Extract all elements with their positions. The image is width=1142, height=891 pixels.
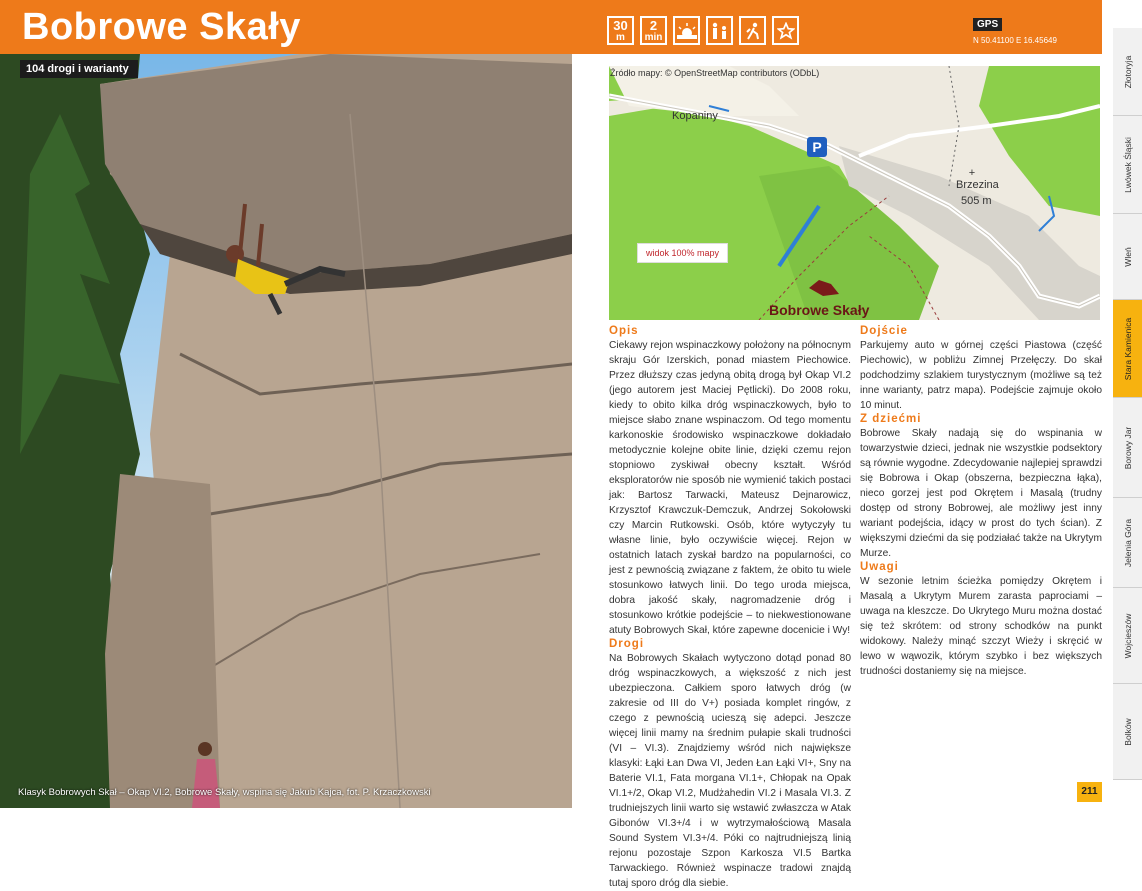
text-column-1: [609, 325, 851, 891]
section-text-uwagi: W sezonie letnim ścieżka pomiędzy Okrętem i Masalą a Ukrytym Murem zarasta paprociami – uwaga na kleszcze. Do Ukrytego Muru można dostać się też skrótem: od strony schodków na punkt widokowy. Należy minąć szczyt Wieży i skręcić w lewo w wąwozik, którym szybko i bez większych trudności dostaniemy się na miejsce.: [860, 576, 1102, 677]
map-source: Źródło mapy: © OpenStreetMap contributors (ODbL): [610, 68, 820, 78]
tab-label: Jelenia Góra: [1122, 518, 1133, 567]
tab-wlen[interactable]: [1113, 214, 1142, 300]
section-text-z-dziecmi: Bobrowe Skały nadają się do wspinania w towarzystwie dzieci, jednak nie wszystkie podsektory są równie wygodne. Zdecydowanie najlepiej sprawdzi się Bobrowa i Okap (obszerna, bezpieczna łąka), nieco gorzej jest pod Okrętem i Masalą (trudny dostęp od strony Bobrowej, ale możliwy jest inny wariant podejścia, idący w prost do tych ścian). Z większymi dziećmi da się podziałać także na Ukrytym Murze.: [860, 428, 1102, 559]
region-tabs: [1113, 28, 1142, 780]
map-village-2: Brzezina: [956, 179, 999, 191]
section-heading-z-dziecmi: Z dziećmi: [860, 413, 922, 425]
tab-label: Stara Kamienica: [1122, 317, 1133, 380]
crag-info-icons: [607, 16, 799, 45]
map-graphic: [609, 66, 1100, 320]
tab-zlotoryja[interactable]: [1113, 28, 1142, 116]
section-text-dojscie: Parkujemy auto w górnej części Piastowa (część Piechowic), w pobliżu Zimnej Przełęczy. Do skał podchodzimy szlakiem turystycznym (możliwe są też inne warianty, patrz mapa). Podejście zajmuje około 10 minut.: [860, 340, 1102, 411]
sun-exposure-icon: [673, 16, 700, 45]
map-village-1: Kopaniny: [672, 110, 718, 122]
section-heading-opis: Opis: [609, 325, 639, 337]
photo-caption: Klasyk Bobrowych Skał – Okap VI.2, Bobrowe Skały, wspina się Jakub Kajca, fot. P. Krzaczkowski: [18, 787, 431, 798]
tab-label: Borowy Jar: [1122, 426, 1133, 469]
gps-label: GPS: [973, 18, 1002, 31]
approach-time-unit: min: [644, 31, 663, 43]
section-heading-drogi: Drogi: [609, 638, 645, 650]
section-text-opis: Ciekawy rejon wspinaczkowy położony na północnym skraju Gór Izerskich, ponad miastem Piechowice. Przez dłuższy czas jedyną obitą drogą był Okap VI.2 (jego autorem jest Maciej Pętlicki). Do 2008 roku, kiedy to obito kilka dróg wspinaczkowych, było to miejsce słabo znane wspinaczom. Od tego momentu karkonoskie środowisko wspinaczkowe dokładało metodycznie kolejne obite linie, dzięki czemu rejon stopniowo zyskiwał obecny kształt. Wśród eksploratorów nie sposób nie wymienić takich postaci jak: Bartosz Tarwacki, Mateusz Dejnarowicz, Krzysztof Krawczuk-Demczuk, Andrzej Sokołowski czy Marcin Rutkowski. Osób, które wytyczyły tu własne linie, było oczywiście więcej. Rejon w ostatnich latach zyskał bardzo na popularności, co jest z pewnością związane z faktem, że obito tu wiele stosunkowo łatwych linii. Do tego uroda miejsca, dobra jakość skały, nagromadzenie dróg i stosunkowo krótkie podejście – to niekwestionowane atuty Bobrowych Skał, które zapewne docenicie i Wy!: [609, 340, 851, 636]
tab-label: Wleń: [1122, 246, 1133, 267]
tab-stara-kamienica[interactable]: [1113, 300, 1142, 398]
parking-icon: P: [812, 139, 822, 155]
map-elevation: 505 m: [961, 195, 992, 207]
hiking-icon: [739, 16, 766, 45]
page-number: 211: [1077, 782, 1102, 802]
tab-label: Wojcieszów: [1122, 613, 1133, 658]
family-icon: [706, 16, 733, 45]
height-icon: [607, 16, 634, 45]
height-value: 30: [613, 17, 628, 33]
approach-map: [609, 66, 1100, 320]
gps-info: [973, 14, 1057, 45]
map-crag-label: Bobrowe Skały: [769, 302, 870, 318]
section-heading-uwagi: Uwagi: [860, 561, 899, 573]
approach-time-value: 2: [649, 17, 658, 33]
crag-photo: [0, 54, 572, 808]
tab-wojcieszow[interactable]: [1113, 588, 1142, 684]
map-view-link[interactable]: widok 100% mapy: [637, 243, 728, 263]
page-title: Bobrowe Skały: [22, 6, 301, 48]
star-icon: [772, 16, 799, 45]
svg-text:+: +: [968, 167, 976, 179]
text-column-2: [860, 325, 1102, 679]
tab-label: Bolków: [1122, 717, 1133, 746]
tab-lwowek-slaski[interactable]: [1113, 116, 1142, 214]
tab-label: Złotoryja: [1122, 55, 1133, 88]
tab-borowy-jar[interactable]: [1113, 398, 1142, 498]
gps-coordinates: N 50.41100 E 16.45649: [973, 36, 1057, 45]
page-header: [0, 0, 1102, 54]
tab-bolkow[interactable]: [1113, 684, 1142, 780]
tab-jelenia-gora[interactable]: [1113, 498, 1142, 588]
tab-label: Lwówek Śląski: [1122, 136, 1133, 193]
height-unit: m: [616, 31, 625, 43]
section-text-drogi: Na Bobrowych Skałach wytyczono dotąd ponad 80 dróg wspinaczkowych, a większość z nich jest ubezpieczona. Całkiem sporo łatwych dróg (w zakresie od III do V+) posiada komplet ringów, z czego z pewnością ucieszą się adepci. Jeszcze więcej linii mamy na średnim pułapie skali trudności (VI – VI.3). Znajdziemy wśród nich największe klasyki: Łąki Łan Dwa VI, Jeden Łan Łąki VI+, Sny na Baterie VI.1, Fata morgana VI.1+, Chłopak na Opak VI.1+/2, Okap VI.2, Mudżahedin VI.2 i Masala VI.3. Z trudniejszych linii warto się wstawić zwłaszcza w Atak Gibonów VI.3+/4 i w wytrzymałościową Masala Sound System VI.3+/4. Póki co najtrudniejszą linią rejonu pozostaje Szpon Karkosza VI.5 Bartka Tarwackiego. Również wspinacze tradowi znajdą tutaj sporo dróg dla siebie.: [609, 653, 851, 889]
approach-time-icon: [640, 16, 667, 45]
section-heading-dojscie: Dojście: [860, 325, 908, 337]
photo-illustration: [0, 54, 572, 808]
routes-count-label: 104 drogi i warianty: [20, 60, 138, 78]
